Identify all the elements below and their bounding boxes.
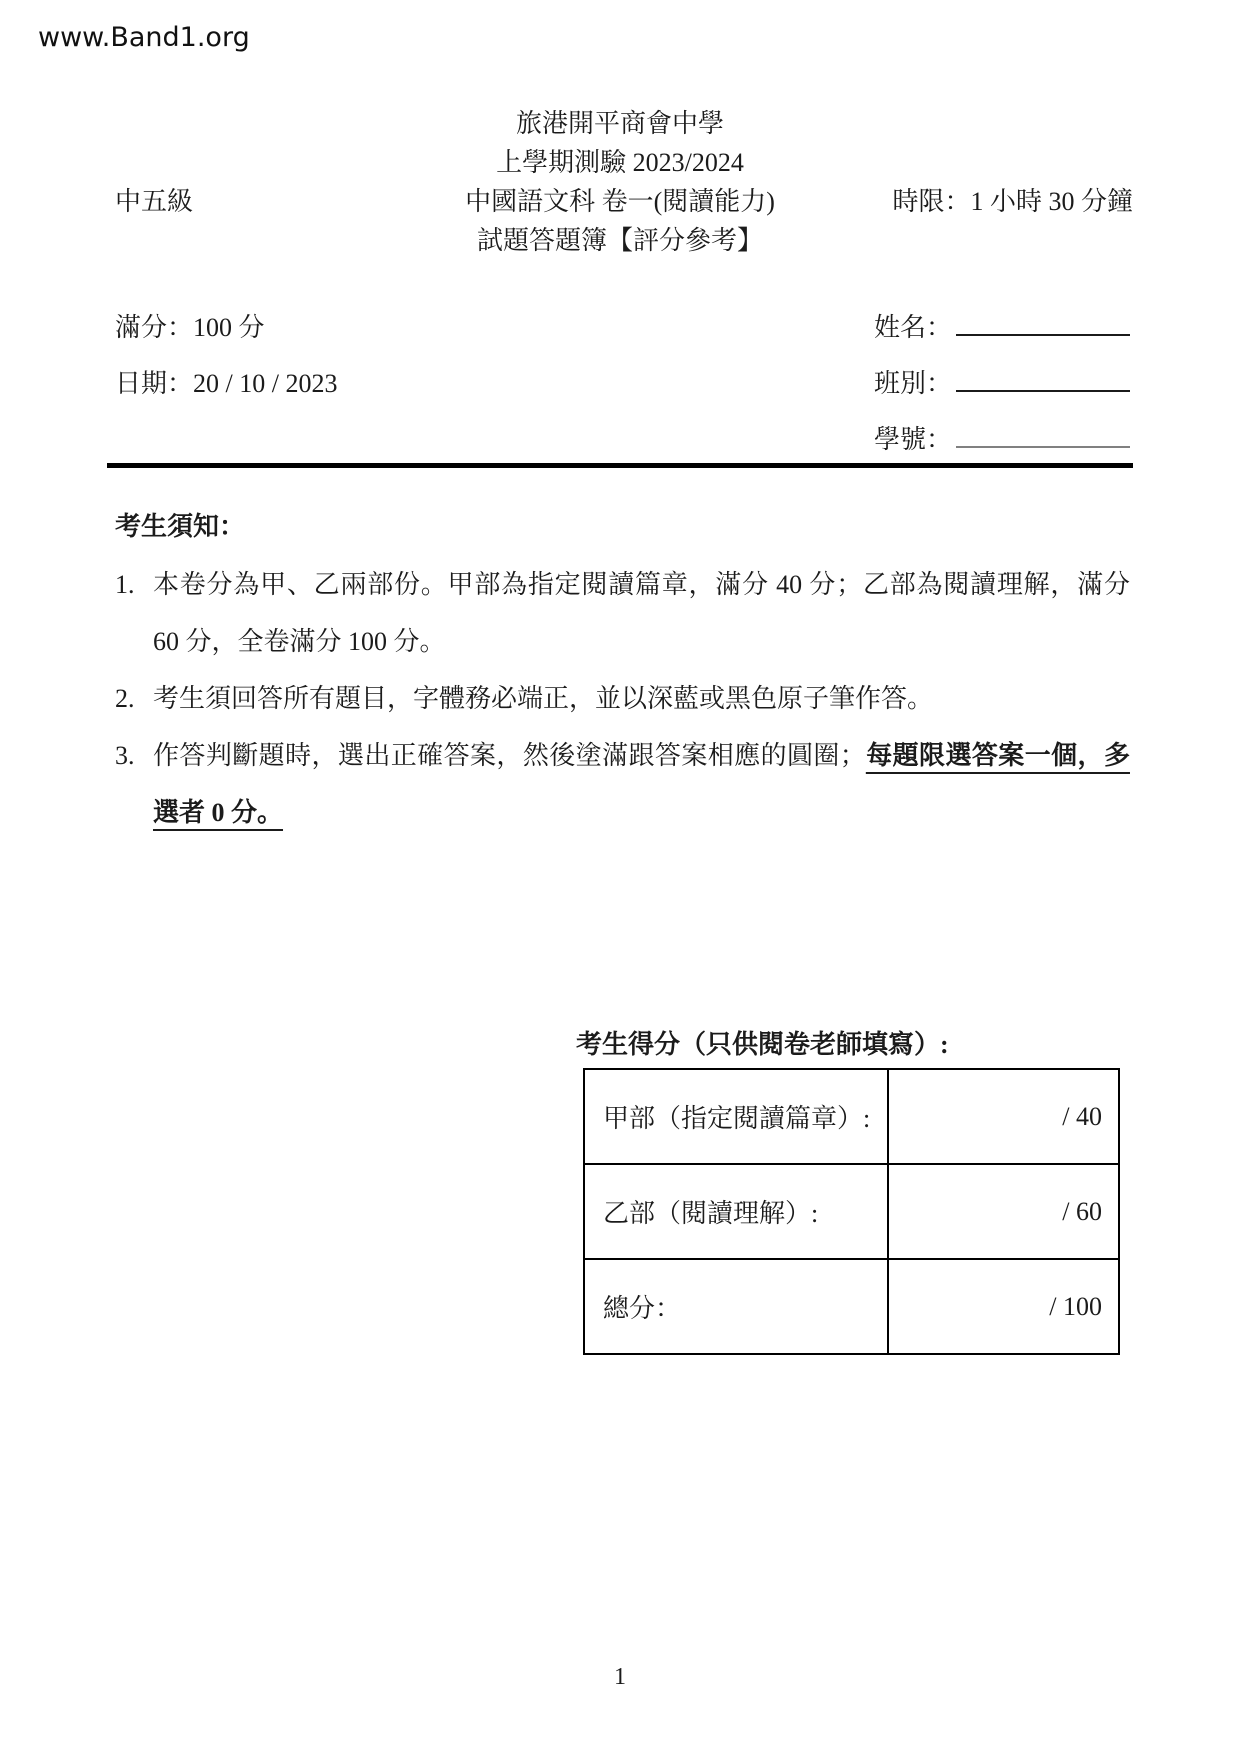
name-blank-line [956,308,1130,336]
instructions-list [115,556,1130,841]
score-table-title: 考生得分（只供閱卷老師填寫）: [576,1030,949,1059]
watermark-text: www.Band1.org [38,22,250,53]
candidate-fields [874,300,1130,468]
instruction-text-normal: 作答判斷題時，選出正確答案，然後塗滿跟答案相應的圓圈； [153,741,866,770]
instruction-text: 本卷分為甲、乙兩部份。甲部為指定閱讀篇章，滿分 40 分；乙部為閱讀理解，滿分 60 分，全卷滿分 100 分。 [153,570,1130,656]
exam-meta [115,300,337,412]
instruction-text-emphasis: 每題限選答案一個，多選者 0 分。 [153,741,1130,827]
school-name: 旅港開平商會中學 [515,109,724,138]
student-no-label: 學號： [873,425,952,454]
student-no-blank-line [956,420,1130,448]
exam-header [107,104,1133,260]
class-label: 班別： [873,369,952,398]
instruction-item [115,670,1130,727]
instruction-text: 考生須回答所有題目，字體務必端正，並以深藍或黑色原子筆作答。 [153,684,934,713]
booklet-title: 試題答題簿【評分參考】 [476,226,763,255]
full-marks-label: 滿分：100 分 [115,313,265,342]
instruction-text [153,727,1130,841]
score-row-label: 甲部（指定閱讀篇章）: [584,1069,888,1164]
exam-date-label: 日期：20 / 10 / 2023 [115,369,338,398]
exam-title-row [107,182,1133,221]
score-row-label: 總分： [584,1259,888,1354]
instruction-number: 1. [115,570,135,599]
time-limit-label: 時限：1 小時 30 分鐘 [892,187,1133,216]
term-title: 上學期測驗 2023/2024 [496,148,744,177]
score-row-value: / 60 [888,1164,1119,1259]
candidate-info-section [115,300,1130,470]
grade-label: 中五級 [115,187,194,216]
name-field [874,300,1130,356]
class-blank-line [956,364,1130,392]
instruction-number: 3. [115,741,135,770]
score-row-label: 乙部（閱讀理解）: [584,1164,888,1259]
class-field [874,356,1130,412]
score-row-value: / 100 [888,1259,1119,1354]
subject-title: 中國語文科 卷一(閱讀能力) [465,187,775,216]
section-divider-rule [107,463,1133,468]
page-number: 1 [614,1664,626,1690]
instruction-number: 2. [115,684,135,713]
instruction-item [115,556,1130,670]
instruction-item [115,727,1130,841]
score-table [583,1068,1120,1355]
instructions-title: 考生須知： [115,512,246,541]
score-row-total [584,1259,1119,1354]
student-no-field [874,412,1130,468]
score-row-part-a [584,1069,1119,1164]
score-row-value: / 40 [888,1069,1119,1164]
score-row-part-b [584,1164,1119,1259]
name-label: 姓名： [873,313,952,342]
